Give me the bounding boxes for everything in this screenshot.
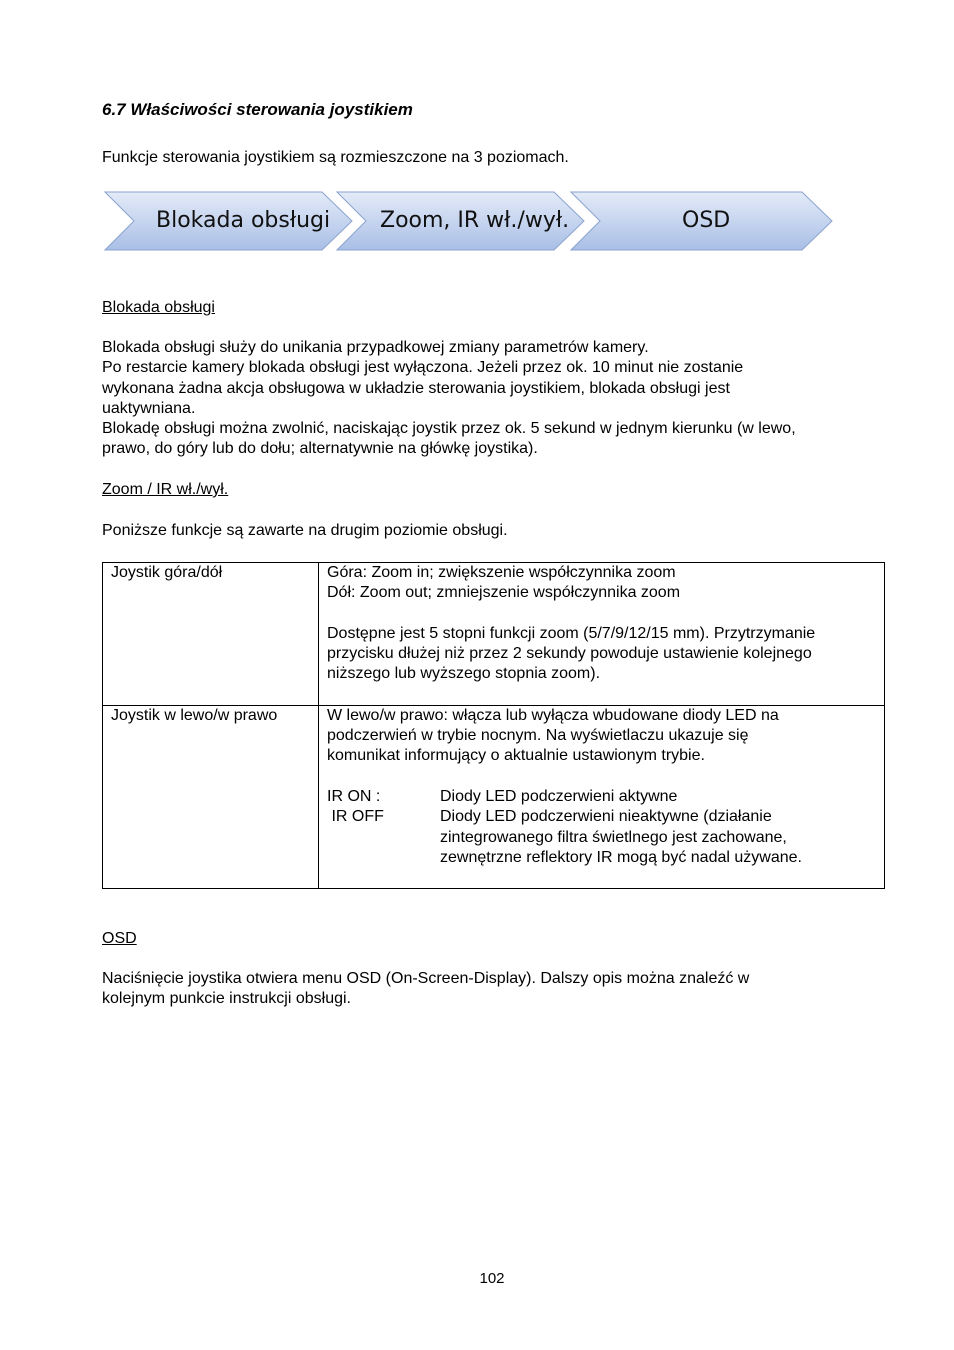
osd-paragraph <box>102 969 882 1010</box>
table-cell-label <box>103 563 319 706</box>
table-row <box>103 705 885 888</box>
row-line: komunikat informujący o aktualnie ustawionym trybie. <box>327 747 705 765</box>
lock-paragraph <box>102 338 882 460</box>
joystick-functions-table <box>102 562 885 889</box>
row-line: Góra: Zoom in; zwiększenie współczynnika zoom <box>327 564 676 581</box>
row-line: przycisku dłużej niż przez 2 sekundy powoduje ustawienie kolejnego <box>327 645 812 663</box>
ir-on-value: Diody LED podczerwieni aktywne <box>440 787 678 805</box>
table-cell-desc <box>319 705 885 888</box>
zoom-title: Zoom / IR wł./wył. <box>102 481 229 498</box>
zoom-intro: Poniższe funkcje są zawarte na drugim poziomie obsługi. <box>102 522 508 539</box>
ir-off-line: zintegrowanego filtra świetlnego jest zachowane, <box>440 828 787 846</box>
lock-line: Blokadę obsługi można zwolnić, naciskając joystik przez ok. 5 sekund w jednym kierunku (w lewo, <box>102 420 796 438</box>
lock-line: Blokada obsługi służy do unikania przypadkowej zmiany parametrów kamery. <box>102 339 649 356</box>
lock-line: wykonana żadna akcja obsługowa w układzie sterowania joystikiem, blokada obsługi jest <box>102 379 730 397</box>
row-line: podczerwień w trybie nocnym. Na wyświetlaczu ukazuje się <box>327 727 749 745</box>
row-line: Dół: Zoom out; zmniejszenie współczynnika zoom <box>327 584 681 602</box>
level-chevron-2 <box>336 190 586 252</box>
osd-line: Naciśnięcie joystika otwiera menu OSD (On-Screen-Display). Dalszy opis można znaleźć w <box>102 970 750 987</box>
level-label-2: Zoom, IR wł./wył. <box>380 208 570 233</box>
table-cell-desc <box>319 563 885 706</box>
level-chevron-3 <box>570 190 834 252</box>
ir-off-line: Diody LED podczerwieni nieaktywne (działanie <box>440 808 772 826</box>
ir-on-row <box>327 787 884 807</box>
level-chevron-1 <box>104 190 354 252</box>
row-line: Dostępne jest 5 stopni funkcji zoom (5/7/9/12/15 mm). Przytrzymanie <box>327 624 816 642</box>
section-intro: Funkcje sterowania joystikiem są rozmieszczone na 3 poziomach. <box>102 149 569 166</box>
ir-off-line: zewnętrzne reflektory IR mogą być nadal używane. <box>440 848 802 866</box>
row-line: W lewo/w prawo: włącza lub wyłącza wbudowane diody LED na <box>327 706 779 724</box>
lock-line: prawo, do góry lub do dołu; alternatywnie na główkę joystika). <box>102 440 538 458</box>
row-label: Joystik w lewo/w prawo <box>111 706 278 724</box>
ir-on-key: IR ON : <box>327 787 381 805</box>
lock-line: Po restarcie kamery blokada obsługi jest wyłączona. Jeżeli przez ok. 10 minut nie zostanie <box>102 359 744 377</box>
table-row <box>103 563 885 706</box>
row-label: Joystik góra/dół <box>111 564 223 581</box>
level-label-3: OSD <box>682 208 731 233</box>
row-line: niższego lub wyższego stopnia zoom). <box>327 665 601 683</box>
table-cell-label <box>103 705 319 888</box>
ir-off-row <box>327 807 884 868</box>
level-label-1: Blokada obsługi <box>156 208 331 233</box>
lock-title: Blokada obsługi <box>102 299 215 316</box>
section-heading: 6.7 Właściwości sterowania joystikiem <box>102 100 413 119</box>
page-number: 102 <box>479 1270 505 1287</box>
lock-line: uaktywniana. <box>102 399 196 417</box>
osd-line: kolejnym punkcie instrukcji obsługi. <box>102 990 351 1008</box>
ir-off-key: IR OFF <box>327 808 384 826</box>
osd-title: OSD <box>102 930 137 947</box>
